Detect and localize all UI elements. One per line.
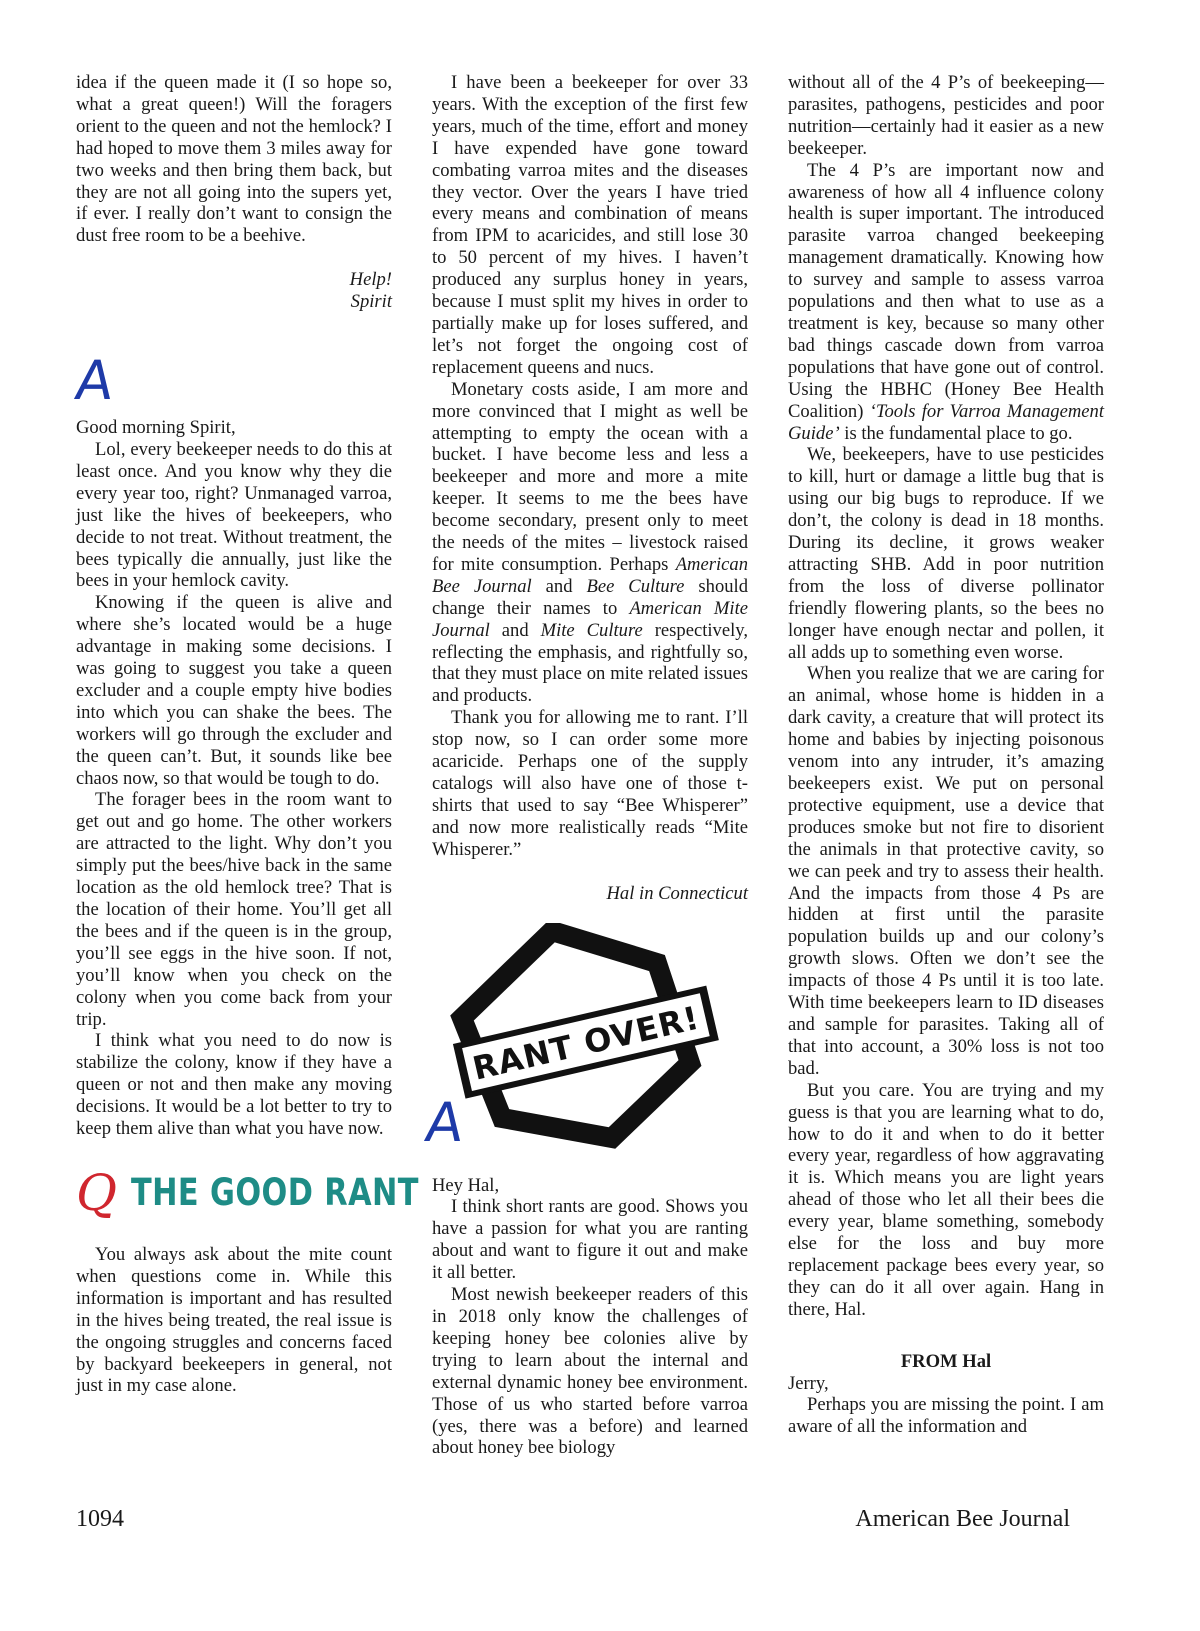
question-q-mark: Q bbox=[76, 1163, 117, 1222]
journal-title: Mite Culture bbox=[540, 619, 643, 641]
hexagon-sign-icon bbox=[442, 923, 722, 1153]
signature-line: Help! bbox=[349, 269, 392, 291]
body-paragraph: Knowing if the queen is alive and where she’s located would be a huge advantage in making some decisions. I was going to suggest you take a queen excluder and a couple empty hive bodies into which you can shake the bees. The workers will go through the excluder and the queen can’t. But, it sounds like bee chaos now, so that would be tough to do. bbox=[76, 592, 392, 789]
answer-a-mark bbox=[71, 349, 392, 413]
journal-title: Bee Culture bbox=[586, 575, 685, 597]
signature-line: Hal in Connecticut bbox=[606, 882, 748, 904]
body-paragraph: Perhaps you are missing the point. I am aware of all the information and bbox=[788, 1394, 1104, 1438]
body-paragraph: We, beekeepers, have to use pesticides to kill, hurt or damage a little bug that is using our big bugs to reproduce. If we don’t, the colony is dead in 18 months. During its decline, it grows weaker attracting SHB. Add in poor nutrition from the loss of diverse pollinator friendly flowering plants, so the bees no longer have enough nectar and pollen, it all adds up to something even worse. bbox=[788, 444, 1104, 663]
signature-name: Spirit bbox=[350, 291, 392, 313]
greeting: Hey Hal, bbox=[432, 1174, 500, 1196]
body-paragraph: idea if the queen made it (I so hope so, what a great queen!) Will the foragers orient to the queen and not the hemlock? I had hoped to move them 3 miles away for two weeks and then bring them back, but they are not all going into the supers yet, if ever. I really don’t want to consign the dust free room to be a beehive. bbox=[76, 72, 392, 247]
greeting: Jerry, bbox=[788, 1372, 829, 1394]
answer-letter: A bbox=[421, 1090, 468, 1154]
from-heading: FROM Hal bbox=[900, 1350, 992, 1372]
answer-letter: A bbox=[71, 349, 118, 413]
journal-title: American Bee Journal bbox=[432, 553, 748, 597]
body-paragraph: The 4 P’s are important now and awareness of how all 4 influence colony health is super important. The introduced parasite varroa changed beekeeping management dramatically. Knowing how to survey and sample to assess varroa populations and then what to use as a treatment is key, because so many other bad things cascade down from varroa populations that have gone out of control. Using the HBHC (Honey Bee Health Coalition) ‘Tools for Varroa Management Guide’ is the fundamental place to go. bbox=[788, 159, 1104, 444]
rant-sign-text: RANT OVER! bbox=[469, 998, 704, 1088]
body-paragraph: You always ask about the mite count when questions come in. While this information is important and has resulted in the hives being treated, the real issue is the ongoing struggles and concerns faced by backyard beekeepers in general, not just in my case alone. bbox=[76, 1243, 392, 1397]
body-paragraph: I think what you need to do now is stabilize the colony, know if they have a queen or not and then make any moving decisions. It would be a lot better to try to keep them alive than what you have now. bbox=[76, 1030, 392, 1140]
journal-name: American Bee Journal bbox=[855, 1506, 1070, 1532]
greeting: Good morning Spirit, bbox=[76, 417, 236, 439]
body-paragraph: Monetary costs aside, I am more and more convinced that I might as well be attempting to empty the ocean with a bucket. I have become less and less a beekeeper and more and more a mite keeper. It seems to me the bees have become secondary, present only to meet the needs of the mites – livestock raised for mite consumption. Perhaps American Bee Journal and Bee Culture should change their names to American Mite Journal and Mite Culture respectively, reflecting the emphasis, and rightfully so, that they must place on mite related issues and products. bbox=[432, 378, 749, 707]
body-paragraph: Most newish beekeeper readers of this in 2018 only know the challenges of keeping honey bee colonies alive by trying to learn about the internal and external dynamic honey bee environment. Those of us who started before varroa (yes, there was a before) and learned about honey bee biology bbox=[432, 1284, 748, 1459]
column-left bbox=[71, 72, 419, 1397]
body-paragraph: I have been a beekeeper for over 33 years. With the exception of the first few years, much of the time, effort and money I have expended have gone toward combating varroa mites and the diseases they vector. Over the years I have tried every means and combination of means from IPM to acaricides, and still lose 30 to 50 percent of my hives. I haven’t produced any surplus honey in years, because I must split my hives in order to partially make up for loses suffered, and let’s not forget the ongoing cost of replacement queens and nucs. bbox=[432, 72, 748, 378]
body-paragraph: But you care. You are trying and my guess is that you are learning what to do, how to do it and when to do it better every year, regardless of how aggravating it is. Which means you are light years ahead of those who let all their bees die every year, blame something, somebody else for the loss and buy more replacement package bees every year, so they can do it all over again. Hang in there, Hal. bbox=[788, 1079, 1104, 1320]
column-middle bbox=[421, 72, 749, 1459]
column-right bbox=[788, 72, 1104, 1438]
rant-over-sign bbox=[421, 923, 748, 1154]
body-paragraph: When you realize that we are caring for an animal, whose home is hidden in a dark cavity, a creature that will protect its home and babies by injecting poisonous venom into any intruder, it’s amazing beekeepers exist. We put on personal protective equipment, use a device that produces smoke but not fire to disorient the animals in that protective cavity, so we can peek and try to assess their health. And the impacts from those 4 Ps are hidden at first until the parasite population builds up and our colony’s growth slows. Often we don’t see the impacts of those 4 Ps until it is too late. With time beekeepers learn to ID diseases and sample for parasites. Taking all of that into account, a 30% loss is not too bad. bbox=[788, 663, 1104, 1079]
page-number: 1094 bbox=[76, 1506, 124, 1532]
section-heading bbox=[76, 1163, 419, 1222]
body-paragraph: The forager bees in the room want to get out and go home. The other workers are attracted to the light. Why don’t you simply put the bees/hive back in the same location as the old hemlock tree? That is the location of their home. You’ll get all the bees and if the queen is in the group, you’ll see eggs in the hive soon. If not, you’ll know when you check on the colony when you come back from your trip. bbox=[76, 789, 392, 1030]
section-title: THE GOOD RANT bbox=[131, 1171, 419, 1215]
journal-title: American Mite Journal bbox=[432, 597, 749, 641]
body-paragraph: without all of the 4 P’s of beekeeping—parasites, pathogens, pesticides and poor nutrition—certainly had it easier as a new beekeeper. bbox=[788, 72, 1104, 159]
guide-title: ‘Tools for Varroa Management Guide’ bbox=[788, 400, 1104, 444]
body-paragraph: Thank you for allowing me to rant. I’ll stop now, so I can order some more acaricide. Perhaps one of the supply catalogs will also have one of those t-shirts that used to say “Bee Whisperer” and now more realistically reads “Mite Whisperer.” bbox=[432, 707, 748, 860]
body-paragraph: I think short rants are good. Shows you have a passion for what you are ranting about and want to figure it out and make it all better. bbox=[432, 1196, 748, 1284]
body-paragraph: Lol, every beekeeper needs to do this at least once. And you know why they die every year too, right? Unmanaged varroa, just like the hives of beekeepers, who decide to not treat. Without treatment, the bees typically die annually, just like the bees in your hemlock cavity. bbox=[76, 438, 392, 592]
